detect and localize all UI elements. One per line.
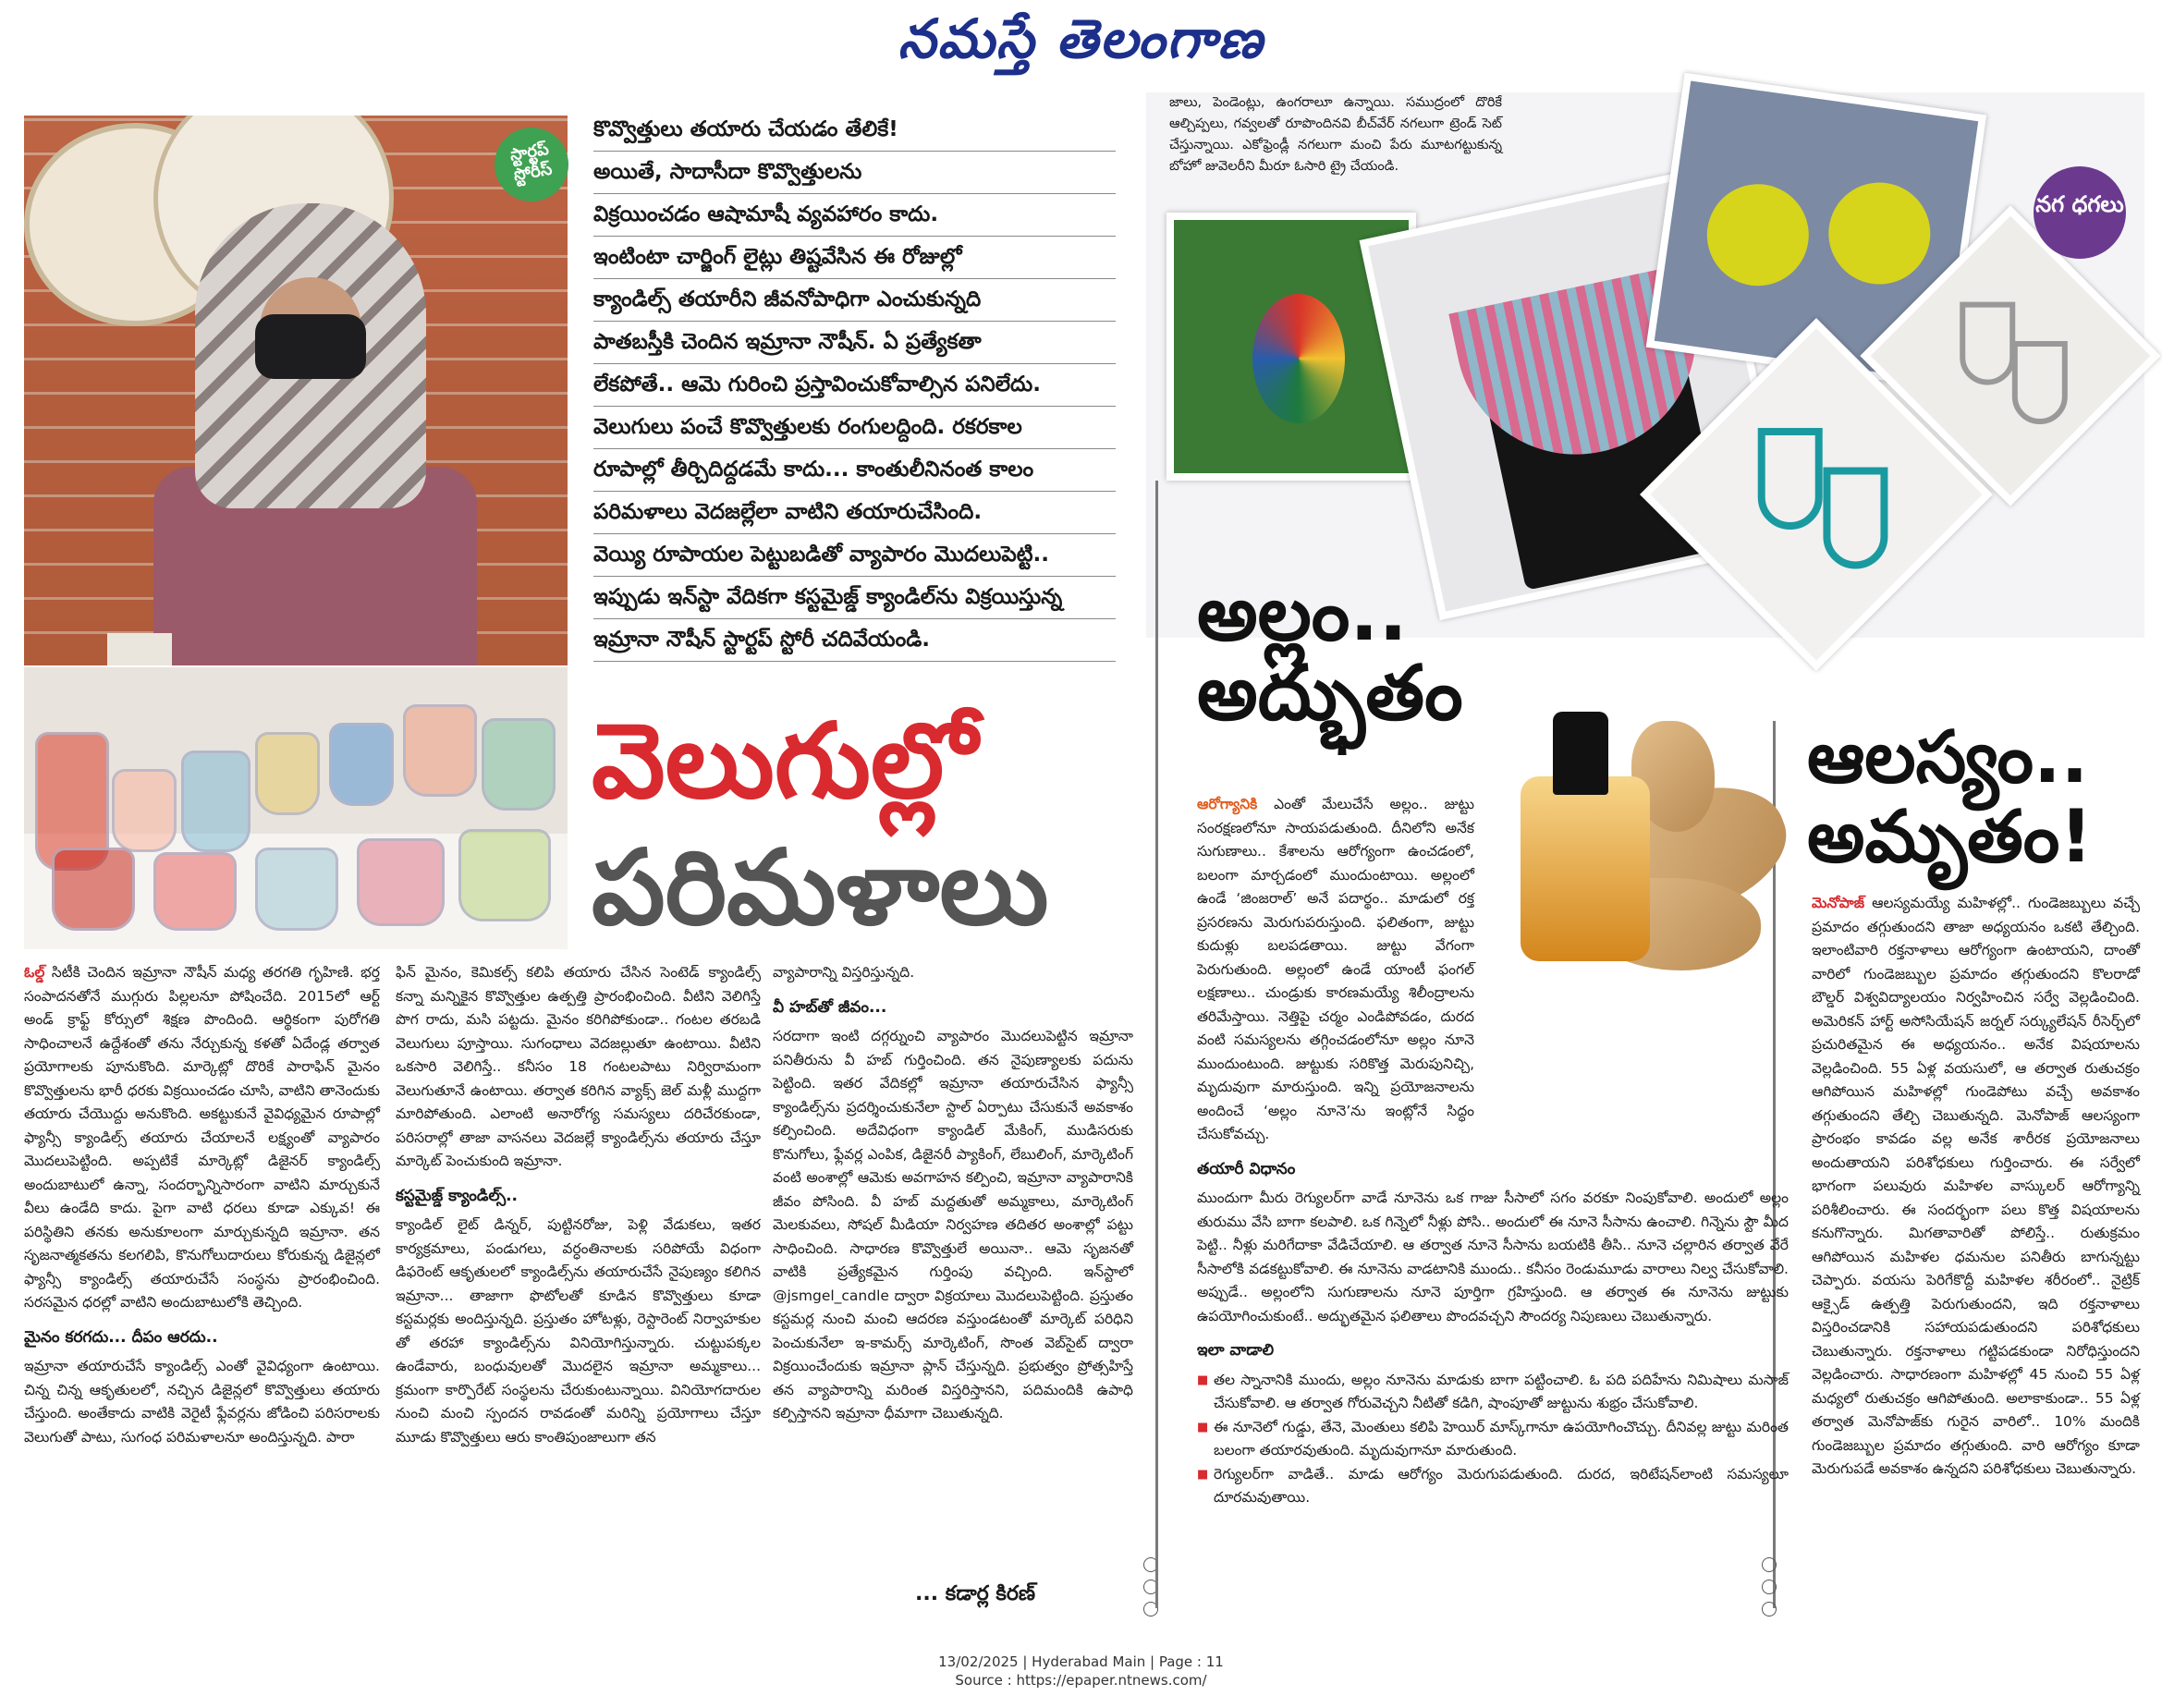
allam-body: [1197, 793, 1789, 1510]
intro-line: క్యాండిల్స్ తయారీని జీవనోపాధిగా ఎంచుకున్నది: [593, 279, 1116, 322]
allam-headline-line1: అల్లం..: [1197, 570, 1408, 658]
photo-candles: [24, 667, 568, 949]
col1-subheading: మైనం కరగదు... దీపం ఆరదు..: [24, 1327, 218, 1347]
col1-para1: సిటీకి చెందిన ఇమ్రానా నౌషీన్ మధ్య తరగతి గృహిణి. భర్త సంపాదనతోనే ముగ్గురు పిల్లలనూ పోషించేది. 2015లో ఆర్ట్ అండ్ క్రాఫ్ట్ కోర్సులో శిక్షణ పొందింది. ఆర్థికంగా పురోగతి సాధించాలనే ఉద్దేశంతో తను నేర్చుకున్న కళతో ఏదేండ్ల తర్వాత ప్రయోగాలకు పూనుకొంది. మార్కెట్లో దొరికే పారాఫిన్ మైనం కొవ్వొత్తులను భారీ ధరకు విక్రయించడం చూసి, వాటిని తానెందుకు తయారు చేయొద్దు అనుకొంది. అకట్టుకునే వైవిధ్యమైన రూపాల్లో ఫ్యాన్సీ క్యాండిల్స్ తయారు చేయాలనే లక్ష్యంతో వ్యాపారం మొదలుపెట్టింది. అప్పటికే మార్కెట్లో డిజైనర్ క్యాండిల్స్ అందుబాటులో ఉన్నా, సందర్భాన్నిసారంగా వాటిని మార్చుకునే వీలు ఉండేది కాదు. పైగా వాటి ధరలు కూడా ఎక్కువ! ఈ పరిస్థితిని తనకు అనుకూలంగా మార్చుకున్నది ఇమ్రానా. తన సృజనాత్మకతను కలగలిపి, కొనుగోలుదారులు కోరుకున్న డిజైన్లలో ఫ్యాన్సీ క్యాండిల్స్ తయారుచేసే సంస్థను ప్రారంభించింది. సరసమైన ధరల్లో వాటిని అందుబాటులోకి తెచ్చింది.: [24, 964, 380, 1311]
intro-line: లేకపోతే.. ఆమె గురించి ప్రస్తావించుకోవాల్సిన పనిలేదు.: [593, 364, 1116, 407]
list-item: ■ రెగ్యులర్‌గా వాడితే.. మాడు ఆరోగ్యం మెరుగుపడుతుంది. దురద, ఇరిటేషన్‌లాంటి సమస్యలూ దూరమవుతాయి.: [1197, 1463, 1789, 1510]
column-end-markers: [1143, 1557, 1162, 1624]
column-3: [773, 961, 1133, 1432]
allam-subheading-prep: తయారీ విధానం: [1197, 1159, 1296, 1178]
intro-line: విక్రయించడం ఆషామాషీ వ్యవహారం కాదు.: [593, 194, 1116, 237]
aalasyam-body: [1812, 892, 2140, 1487]
col3-subheading: వీ హబ్‌తో జీవం...: [773, 997, 887, 1017]
column-1: [24, 961, 380, 1455]
intro-line: అయితే, సాదాసీదా కొవ్వొత్తులను: [593, 152, 1116, 194]
intro-box: [593, 109, 1116, 662]
intro-line: ఇమ్రానా నౌషీన్ స్టార్టప్ స్టోరీ చదివేయండి.: [593, 619, 1116, 662]
col2-para2: క్యాండిల్ లైట్ డిన్నర్, పుట్టినరోజు, పెళ్లి వేడుకలు, ఇతర కార్యక్రమాలు, పండుగలు, వర్ధంతినాలకు సరిపోయే విధంగా డిఫరెంట్ ఆకృతులలో క్యాండిల్స్‌ను తయారుచేసే నైపుణ్యం కలిగిన ఇమ్రానా... తాజాగా ఫొటోలతో కూడిన కొవ్వొత్తులు కూడా కస్టమర్లకు అందిస్తున్నది. ప్రస్తుతం హోటళ్లు, రెస్టారెంట్ నిర్వాహకుల తో తరహా క్యాండిల్స్‌ను వినియోగిస్తున్నారు. చుట్టుపక్కల ఉండేవారు, బంధువులతో మొదలైన ఇమ్రానా అమ్మకాలు... క్రమంగా కార్పొరేట్ సంస్థలను చేరుకుంటున్నాయి. వినియోగదారుల నుంచి మంచి స్పందన రావడంతో మరిన్ని ప్రయోగాలు చేస్తూ మూడు కొవ్వొత్తులు ఆరు కాంతిపుంజాలుగా తన: [396, 1216, 761, 1446]
aalasyam-lead-word: మెనోపాజ్: [1812, 895, 1865, 911]
intro-line: కొవ్వొత్తులు తయారు చేయడం తేలికే!: [593, 109, 1116, 152]
aalasyam-headline-line1: ఆలస్యం..: [1807, 716, 2089, 799]
list-item: ■ ఈ నూనెలో గుడ్డు, తేనె, మెంతులు కలిపి హెయిర్ మాస్క్‌గానూ ఉపయోగించొచ్చు. దీనివల్ల జుట్టు మరింత బలంగా తయారవుతుంది. మృదువుగానూ మారుతుంది.: [1197, 1416, 1789, 1463]
footer-source: Source : https://epaper.ntnews.com/: [955, 1672, 1207, 1689]
column-divider: [1155, 481, 1158, 1608]
allam-lead-word: ఆరోగ్యానికి: [1197, 796, 1258, 812]
footer-date-edition: 13/02/2025 | Hyderabad Main | Page : 11: [938, 1653, 1224, 1670]
allam-headline-line2: అద్భుతం: [1197, 650, 1463, 738]
byline: ... కడార్ల కిరణ్: [915, 1582, 1036, 1605]
photo-imrana: [24, 116, 568, 665]
aalasyam-headline: [1807, 716, 2093, 879]
jewel-caption: జాలు, పెండెంట్లు, ఉంగరాలూ ఉన్నాయి. సముద్రంలో దొరికే ఆల్చిప్పలు, గవ్వలతో రూపొందినవి బీచ్‌వేర్ నగలుగా ట్రెండ్ సెట్ చేస్తున్నాయి. ఎకోఫ్రెండ్లీ నగలుగా మంచి పేరు మూటగట్టుకున్న బోహో జువెలరీని మీరూ ఓసారి ట్రై చేయండి.: [1169, 95, 1502, 174]
allam-intro: ఎంతో మేలుచేసే అల్లం.. జుట్టు సంరక్షణలోనూ సాయపడుతుంది. దీనిలోని అనేక సుగుణాలు.. కేశాలను ఆరోగ్యంగా ఉంచడంలో, బలంగా మార్చడంలో ముందుంటాయి. అల్లంలో ఉండే ‘జింజరాల్’ అనే పదార్థం.. మాడులో రక్త ప్రసరణను మెరుగుపరుస్తుంది. ఫలితంగా, జుట్టు కుదుళ్లు బలపడతాయి. జుట్టు వేగంగా పెరుగుతుంది. అల్లంలో ఉండే యాంటీ ఫంగల్ లక్షణాలు.. చుండ్రుకు కారణమయ్యే శిలీంద్రాలను తరిమేస్తాయి. నెత్తిపై చర్మం ఎండిపోవడం, దురద వంటి సమస్యలను తగ్గించడంలోనూ అల్లం నూనె ముందుంటుంది. జుట్టుకు సరికొత్త మెరుపునిచ్చి, మృదువుగా మారుస్తుంది. ఇన్ని ప్రయోజనాలను అందించే ‘అల్లం నూనె’ను ఇంట్లోనే సిద్ధం చేసుకోవచ్చు.: [1197, 796, 1474, 1142]
intro-line: ఇప్పుడు ఇన్‌స్టా వేదికగా కస్టమైజ్డ్ క్యాండిల్‌ను విక్రయిస్తున్న: [593, 577, 1116, 619]
intro-line: రూపాల్లో తీర్చిదిద్దడమే కాదు... కాంతులీనినంత కాలం: [593, 449, 1116, 492]
col1-para2: ఇమ్రానా తయారుచేసే క్యాండిల్స్ ఎంతో వైవిధ్యంగా ఉంటాయి. చిన్న చిన్న ఆకృతులలో, నచ్చిన డిజైన్లలో కొవ్వొత్తులు తయారు చేస్తుంది. అంతేకాదు వాటికి వెరైటీ ఫ్లేవర్లను జోడించి పరిసరాలకు వెలుగుతో పాటు, సుగంధ పరిమళాలనూ అందిస్తున్నది. పారా: [24, 1358, 380, 1446]
allam-prep: ముందుగా మీరు రెగ్యులర్‌గా వాడే నూనెను ఒక గాజు సీసాలో సగం వరకూ నింపుకోవాలి. అందులో అల్లం తురుము వేసి బాగా కలపాలి. ఒక గిన్నెలో నీళ్లు పోసి.. అందులో ఈ నూనె సీసాను ఉంచాలి. గిన్నెను స్టౌ మీద పెట్టి.. నీళ్లు మరిగేదాకా వేడిచేయాలి. ఆ తర్వాత నూనె సీసాను బయటికి తీసి.. నూనె చల్లారిన తర్వాత వేరే సీసాలోకి వడకట్టుకోవాలి. ఈ నూనెను వాడటానికి ముందు.. కనీసం రెండుమూడు వారాలు నిల్వ చేసుకోవాలి. అప్పుడే.. అల్లంలోని సుగుణాలను నూనె పూర్తిగా గ్రహిస్తుంది. ఆ తర్వాత ఈ నూనెను జుట్టుకు ఉపయోగించుకుంటే.. అద్భుతమైన ఫలితాలు పొందవచ్చని సౌందర్య నిపుణులు చెబుతున్నారు.: [1197, 1190, 1789, 1324]
intro-line: వెయ్యి రూపాయల పెట్టుబడితో వ్యాపారం మొదలుపెట్టి..: [593, 534, 1116, 577]
intro-line: పరిమళాలు వెదజల్లేలా వాటిని తయారుచేసింది.: [593, 492, 1116, 534]
intro-line: వెలుగులు పంచే కొవ్వొత్తులకు రంగులద్దింది. రకరకాల: [593, 407, 1116, 449]
newspaper-title: నమస్తే తెలంగాణ: [898, 7, 1264, 70]
page-footer: [0, 1653, 2162, 1690]
allam-use-list: [1197, 1369, 1789, 1510]
col2-subheading: కస్టమైజ్డ్ క్యాండిల్స్..: [396, 1186, 519, 1205]
list-item: ■ తల స్నానానికి ముందు, అల్లం నూనెను మాడుకు బాగా పట్టించాలి. ఓ పది పదిహేను నిమిషాలు మసాజ్ చేసుకోవాలి. ఆ తర్వాత గోరువెచ్చని నీటితో కడిగి, షాంపూతో జుట్టును శుభ్రం చేసుకోవాలి.: [1197, 1369, 1789, 1416]
col3-para1: వ్యాపారాన్ని విస్తరిస్తున్నది.: [773, 964, 915, 981]
intro-line: ఇంటింటా చార్జింగ్ లైట్లు తిష్టవేసిన ఈ రోజుల్లో: [593, 237, 1116, 279]
headline-line1: వెలుగుల్లో: [592, 702, 978, 822]
col2-para1: ఫిన్ మైనం, కెమికల్స్ కలిపి తయారు చేసిన సెంటెడ్ క్యాండిల్స్ కన్నా మన్నికైన కొవ్వొత్తుల ఉత్పత్తి ప్రారంభించింది. వీటిని వెలిగిస్తే పొగ రాదు, మసి పట్టదు. మైనం కరిగిపోకుండా.. గంటల తరబడి వెలుగులు పూస్తాయి. సుగంధాలు వెదజల్లుతూ ఉంటాయి. వీటిని ఒకసారి వెలిగిస్తే.. కనీసం 18 గంటలపాటు నిర్విరామంగా వెలుగుతూనే ఉంటాయి. తర్వాత కరిగిన వ్యాక్స్ జెల్ మళ్లీ ముద్దగా మారిపోతుంది. ఎలాంటి అనారోగ్య సమస్యలు దరిచేరకుండా, పరిసరాల్లో తాజా వాసనలు వెదజల్లే క్యాండిల్స్‌ను తయారు చేస్తూ మార్కెట్ పెంచుకుంది ఇమ్రానా.: [396, 964, 761, 1169]
headline-line2: పరిమళాలు: [592, 828, 1049, 948]
column-end-markers: [1762, 1557, 1780, 1624]
masthead: [0, 7, 2162, 81]
startup-stories-badge: స్టార్టప్ స్టోరీస్: [489, 122, 575, 208]
aalasyam-headline-line2: అమృతం!: [1807, 795, 2093, 879]
allam-subheading-use: ఇలా వాడాలి: [1197, 1341, 1275, 1360]
aalasyam-para: ఆలస్యమయ్యే మహిళల్లో.. గుండెజబ్బులు వచ్చే ప్రమాదం తగ్గుతుందని తాజా అధ్యయనం ఒకటి తేల్చింది. ఇలాంటివారి రక్తనాళాలు ఆరోగ్యంగా ఉంటాయని, దాంతో వారిలో గుండెజబ్బుల ప్రమాదం తగ్గుతుందని కొలరాడో బౌల్డర్ విశ్వవిద్యాలయం నిర్వహించిన సర్వే వెల్లడించింది. అమెరికన్ హార్ట్ అసోసియేషన్ జర్నల్ సర్క్యులేషన్ రీసెర్చ్‌లో ప్రచురితమైన ఈ అధ్యయనం.. అనేక విషయాలను వెల్లడించింది. 55 ఏళ్ల వయసులో, ఆ తర్వాత రుతుచక్రం ఆగిపోయిన మహిళల్లో గుండెపోటు వచ్చే అవకాశం తగ్గుతుందని తేల్చి చెబుతున్నది. మెనోపాజ్ ఆలస్యంగా ప్రారంభం కావడం వల్ల అనేక శారీరక ప్రయోజనాలు అందుతాయని పరిశోధకులు గుర్తించారు. ఈ సర్వేలో భాగంగా పలువురు మహిళల వాస్కులర్ ఆరోగ్యాన్ని పరిశీలించారు. ఈ సందర్భంగా పలు కొత్త విషయాలను కనుగొన్నారు. మిగతావారితో పోలిస్తే.. రుతుక్రమం ఆగిపోయిన మహిళల ధమనుల పనితీరు బాగున్నట్టు చెప్పారు. వయసు పెరిగేకొద్దీ మహిళల శరీరంలో.. నైట్రిక్ ఆక్సైడ్ ఉత్పత్తి పెరుగుతుందని, ఇది రక్తనాళాలు విస్తరించడానికి సహాయపడుతుందని పరిశోధకులు చెబుతున్నారు. రక్తనాళాలు గట్టిపడకుండా నిరోధిస్తుందని వెల్లడించారు. సాధారణంగా మహిళల్లో 45 నుంచి 55 ఏళ్ల మధ్యలో రుతుచక్రం ఆగిపోతుంది. అలాకాకుండా.. 55 ఏళ్ల తర్వాత మెనోపాజ్‌కు గురైన వారిలో.. 10% మందికి గుండెజబ్బుల ప్రమాదం తగ్గుతుంది. వారి ఆరోగ్యం కూడా మెరుగుపడే అవకాశం ఉన్నదని పరిశోధకులు చెబుతున్నారు.: [1812, 895, 2140, 1477]
allam-headline: [1197, 570, 1463, 738]
column-2: [396, 961, 761, 1455]
col3-para2: సరదాగా ఇంటి దగ్గర్నుంచి వ్యాపారం మొదలుపెట్టిన ఇమ్రానా పనితీరును వీ హబ్ గుర్తించింది. తన నైపుణ్యాలకు పదును పెట్టింది. ఇతర వేదికల్లో ఇమ్రానా తయారుచేసిన ఫ్యాన్సీ క్యాండిల్స్‌ను ప్రదర్శించుకునేలా స్టాల్ ఏర్పాటు చేసుకునే అవకాశం కల్పించింది. అదేవిధంగా క్యాండిల్ మేకింగ్, ముడిసరుకు కొనుగోలు, ఫ్లేవర్ల ఎంపిక, డిజైనరీ ప్యాకింగ్, లేబులింగ్, మార్కెటింగ్ వంటి అంశాల్లో ఆమెకు అవగాహన కల్పించి, ఇమ్రానా వ్యాపారానికి జీవం పోసింది. వీ హబ్ మద్దతుతో అమ్మకాలు, మార్కెటింగ్ మెలకువలు, సోషల్ మీడియా నిర్వహణ తదితర అంశాల్లో పట్టు సాధించింది. సాధారణ కొవ్వొత్తులే అయినా.. ఆమె సృజనతో వాటికి ప్రత్యేకమైన గుర్తింపు వచ్చింది. ఇన్‌స్టాలో @jsmgel_candle ద్వారా విక్రయాలు మొదలుపెట్టింది. ప్రస్తుతం కస్టమర్ల నుంచి మంచి ఆదరణ వస్తుండటంతో మార్కెట్ పరిధిని పెంచుకునేలా ఇ-కామర్స్ మార్కెటింగ్, సొంత వెబ్‌సైట్ ద్వారా విక్రయించేందుకు ఇమ్రానా ప్లాన్ చేస్తున్నది. ప్రభుత్వం ప్రోత్సహిస్తే తన వ్యాపారాన్ని మరింత విస్తరిస్తానని, పదిమందికి ఉపాధి కల్పిస్తానని ఇమ్రానా ధీమాగా చెబుతున్నది.: [773, 1028, 1133, 1421]
lead-word: ఓల్డ్: [24, 964, 45, 981]
nagalu-badge: నగ ధగలు: [2034, 166, 2126, 259]
intro-line: పాతబస్తీకి చెందిన ఇమ్రానా నౌషీన్. ఏ ప్రత్యేకతా: [593, 322, 1116, 364]
